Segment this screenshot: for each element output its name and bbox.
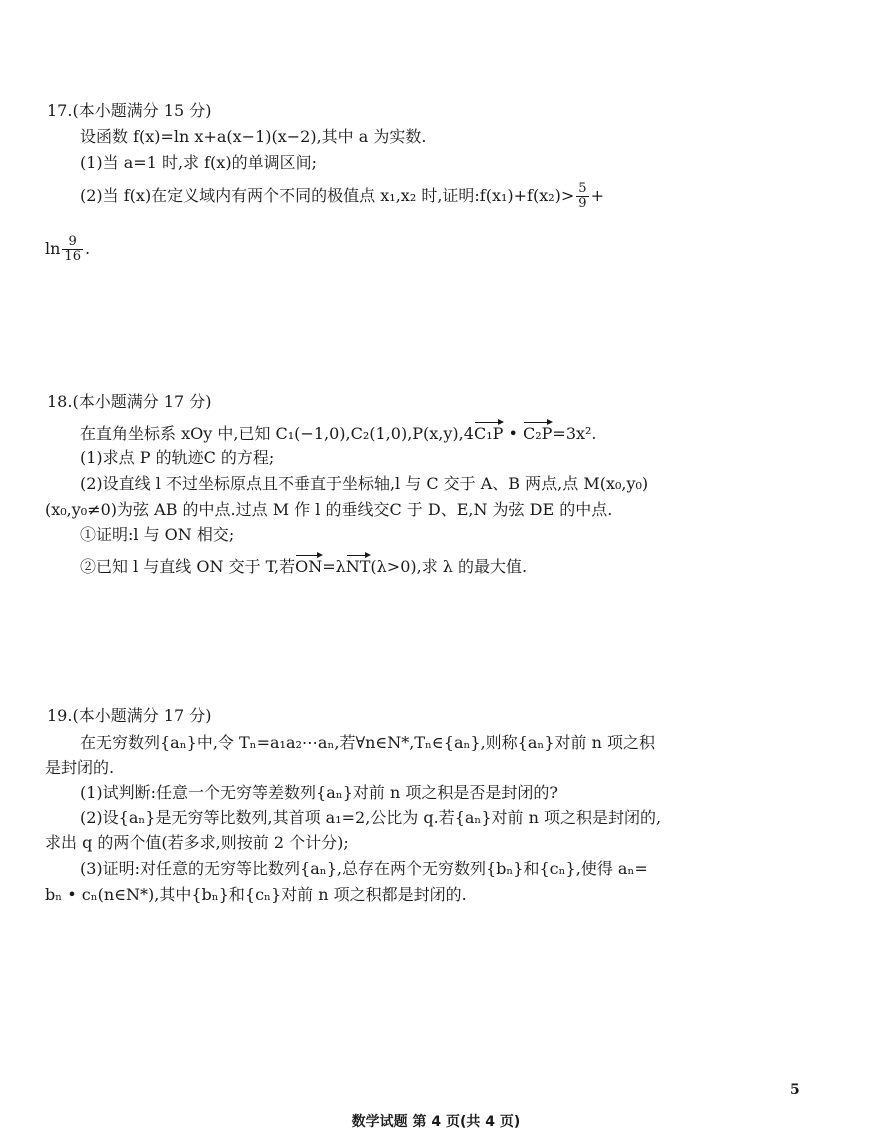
- q18-stem-eq: =3x².: [552, 424, 597, 443]
- q19-part1: (1)试判断:任意一个无穷等差数列{aₙ}对前 n 项之积是否是封闭的?: [80, 783, 558, 802]
- vector-nt: NT: [346, 553, 371, 577]
- q17-frac2-num: 9: [62, 235, 83, 250]
- q18-sub2-end: (λ>0),求 λ 的最大值.: [370, 557, 528, 576]
- page-footer: 数学试题 第 4 页(共 4 页): [351, 1114, 521, 1130]
- q17-frac1-num: 5: [578, 181, 587, 196]
- q19-part3-cont: bₙ • cₙ(n∈N*),其中{bₙ}和{cₙ}对前 n 项之积都是封闭的.: [45, 885, 467, 904]
- q19-title: 19.(本小题满分 17 分): [47, 706, 212, 725]
- q18-sub1: ①证明:l 与 ON 相交;: [80, 525, 235, 544]
- page-mark: 5: [790, 1082, 800, 1098]
- vector-c1p: C₁P: [474, 420, 503, 444]
- q17-frac2-den: 16: [64, 249, 81, 264]
- q19-part2: (2)设{aₙ}是无穷等比数列,其首项 a₁=2,公比为 q.若{aₙ}对前 n 项之积是封闭的,: [80, 808, 662, 827]
- q19-part2-cont: 求出 q 的两个值(若多求,则按前 2 个计分);: [45, 833, 349, 852]
- q18-part2: (2)设直线 l 不过坐标原点且不垂直于坐标轴,l 与 C 交于 A、B 两点,点 M(x₀,y₀): [80, 474, 649, 493]
- q17-stem: 设函数 f(x)=ln x+a(x−1)(x−2),其中 a 为实数.: [80, 127, 427, 146]
- q17-title: 17.(本小题满分 15 分): [47, 101, 212, 120]
- vector-on: ON: [295, 553, 322, 577]
- q17-part2-text: (2)当 f(x)在定义域内有两个不同的极值点 x₁,x₂ 时,证明:f(x₁)+f(x₂)>: [80, 186, 575, 205]
- q18-sub2-eq: =λ: [322, 557, 346, 576]
- q17-ln: ln: [45, 239, 61, 258]
- q17-fraction-5-9: [576, 182, 588, 211]
- q17-part2: [80, 182, 604, 211]
- q17-plus: +: [590, 186, 604, 205]
- q18-dot: •: [503, 424, 523, 443]
- q18-part1: (1)求点 P 的轨迹C 的方程;: [80, 448, 275, 467]
- q17-period: .: [84, 239, 91, 258]
- q18-stem-text: 在直角坐标系 xOy 中,已知 C₁(−1,0),C₂(1,0),P(x,y),4: [80, 424, 474, 443]
- q17-part2-cont: [45, 235, 90, 264]
- q18-title: 18.(本小题满分 17 分): [47, 392, 212, 411]
- vector-c2p: C₂P: [523, 420, 552, 444]
- q18-sub2-text: ②已知 l 与直线 ON 交于 T,若: [80, 557, 296, 576]
- q18-sub2: [80, 553, 527, 577]
- q17-part1: (1)当 a=1 时,求 f(x)的单调区间;: [80, 153, 317, 172]
- q19-part3: (3)证明:对任意的无穷等比数列{aₙ},总存在两个无穷数列{bₙ}和{cₙ},使得 aₙ=: [80, 859, 648, 878]
- q17-fraction-9-16: [62, 235, 83, 264]
- q17-frac1-den: 9: [578, 196, 587, 211]
- q18-part2-cont: (x₀,y₀≠0)为弦 AB 的中点.过点 M 作 l 的垂线交C 于 D、E,N 为弦 DE 的中点.: [45, 500, 613, 519]
- q19-stem-cont: 是封闭的.: [45, 758, 115, 777]
- q19-stem: 在无穷数列{aₙ}中,令 Tₙ=a₁a₂⋯aₙ,若∀n∈N*,Tₙ∈{aₙ},则称{aₙ}对前 n 项之积: [80, 733, 655, 752]
- q18-stem: [80, 420, 597, 444]
